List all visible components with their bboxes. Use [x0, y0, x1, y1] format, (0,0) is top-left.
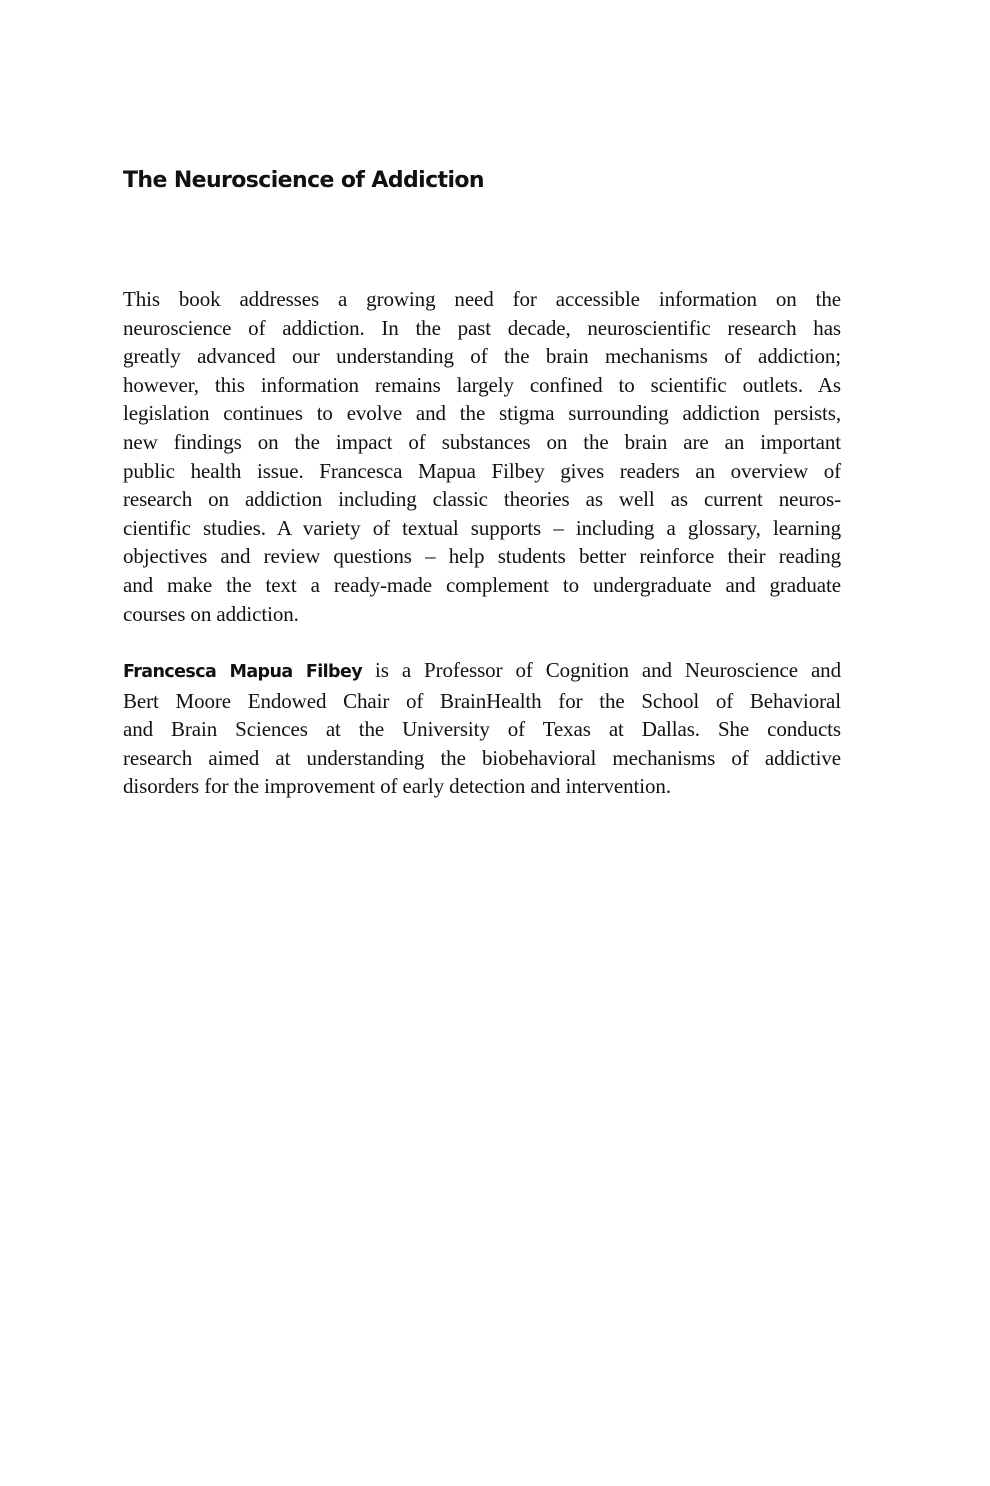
- description-line: neuroscience of addiction. In the past decade, neuroscientific research has: [123, 315, 841, 340]
- author-bio-line: disorders for the improvement of early detection and intervention.: [123, 774, 671, 799]
- description-line: and make the text a ready-made complement to undergraduate and graduate: [123, 572, 841, 597]
- author-name: Francesca Mapua Filbey: [123, 662, 363, 682]
- description-line: legislation continues to evolve and the stigma surrounding addiction persists,: [123, 401, 841, 426]
- page-title: The Neuroscience of Addiction: [123, 168, 484, 193]
- description-line: objectives and review questions – help students better reinforce their reading: [123, 544, 841, 569]
- author-bio-text: is a Professor of Cognition and Neuroscience and: [362, 658, 841, 682]
- author-bio-first-line: [123, 656, 841, 687]
- description-line: new findings on the impact of substances on the brain are an important: [123, 429, 841, 454]
- description-line: however, this information remains largely confined to scientific outlets. As: [123, 372, 841, 397]
- description-line: research on addiction including classic theories as well as current neuros-: [123, 487, 841, 512]
- description-line: public health issue. Francesca Mapua Filbey gives readers an overview of: [123, 458, 841, 483]
- description-line: greatly advanced our understanding of the brain mechanisms of addiction;: [123, 344, 841, 369]
- book-description: [123, 285, 841, 628]
- author-bio-line: research aimed at understanding the biobehavioral mechanisms of addictive: [123, 745, 841, 770]
- description-line: This book addresses a growing need for accessible information on the: [123, 287, 841, 311]
- description-line: cientific studies. A variety of textual supports – including a glossary, learning: [123, 515, 841, 540]
- description-line: courses on addiction.: [123, 601, 299, 626]
- author-bio-line: Bert Moore Endowed Chair of BrainHealth for the School of Behavioral: [123, 688, 841, 713]
- author-bio: [123, 656, 841, 801]
- author-bio-line: and Brain Sciences at the University of Texas at Dallas. She conducts: [123, 717, 841, 742]
